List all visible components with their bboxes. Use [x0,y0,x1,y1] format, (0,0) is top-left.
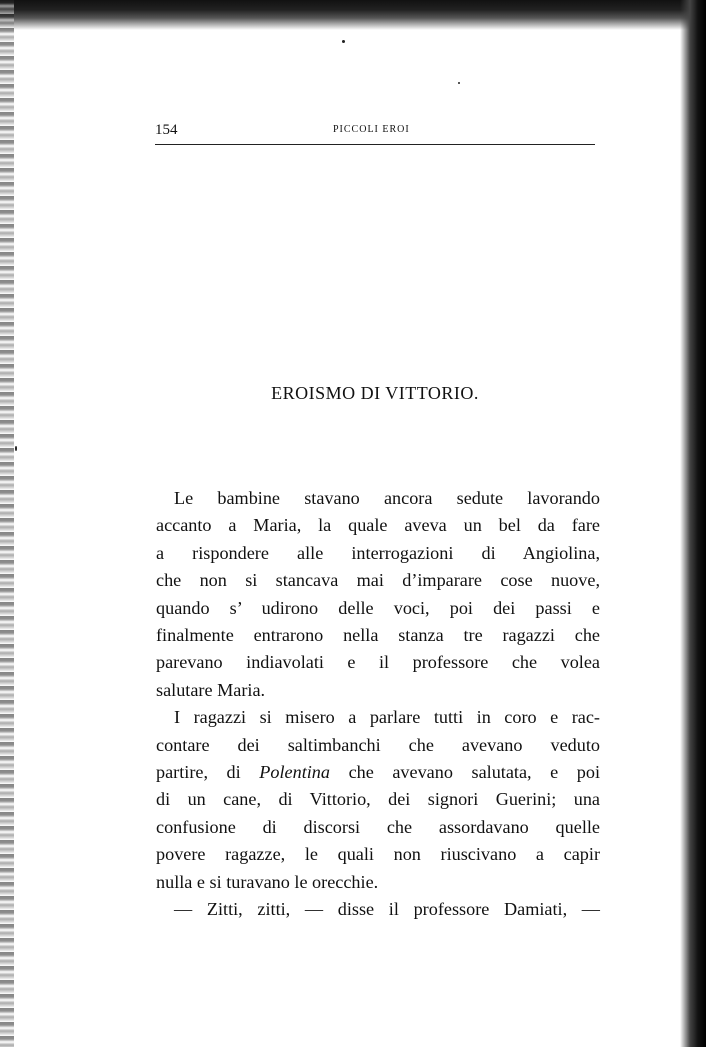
scan-speck [458,82,460,84]
scan-left-edge [0,0,14,1047]
text-line: parevano indiavolati e il professore che volea [156,652,600,673]
text-line: salutare Maria. [156,679,266,700]
paragraph [156,485,600,704]
text-line: Le bambine stavano ancora sedute lavorando [174,488,600,508]
text-line: — Zitti, zitti, — disse il professore Damiati, — [174,899,600,920]
text-line: quando s’ udirono delle voci, poi dei passi e [156,597,600,618]
page-header [155,122,595,145]
text-line: contare dei saltimbanchi che avevano veduto [156,734,600,755]
scan-speck [15,446,17,451]
text-line: che non si stancava mai d’imparare cose nuove, [156,570,600,591]
paragraph [156,896,600,923]
text-line: nulla e si turavano le orecchie. [156,871,379,892]
scan-right-edge [680,0,706,1047]
text-line: povere ragazze, le quali non riuscivano a capir [156,844,600,865]
text-line [156,759,600,786]
paragraph [156,704,600,896]
text-line: confusione di discorsi che assordavano quelle [156,816,600,837]
running-head: PICCOLI EROI [333,124,410,135]
text-segment: partire, di [156,762,241,783]
text-line: accanto a Maria, la quale aveva un bel da fare [156,515,600,536]
scan-speck [342,40,345,43]
text-line: di un cane, di Vittorio, dei signori Guerini; una [156,789,600,810]
text-line: a rispondere alle interrogazioni di Angiolina, [156,542,600,563]
chapter-title: EROISMO DI VITTORIO. [271,383,479,403]
text-line: I ragazzi si misero a parlare tutti in coro e rac- [174,707,600,728]
italic-title: Polentina [259,762,330,783]
text-segment: che avevano salutata, e poi [348,762,601,783]
page-number: 154 [155,122,178,138]
scan-top-edge [0,0,706,30]
body-text [156,485,600,924]
text-line: finalmente entrarono nella stanza tre ragazzi che [156,625,600,646]
